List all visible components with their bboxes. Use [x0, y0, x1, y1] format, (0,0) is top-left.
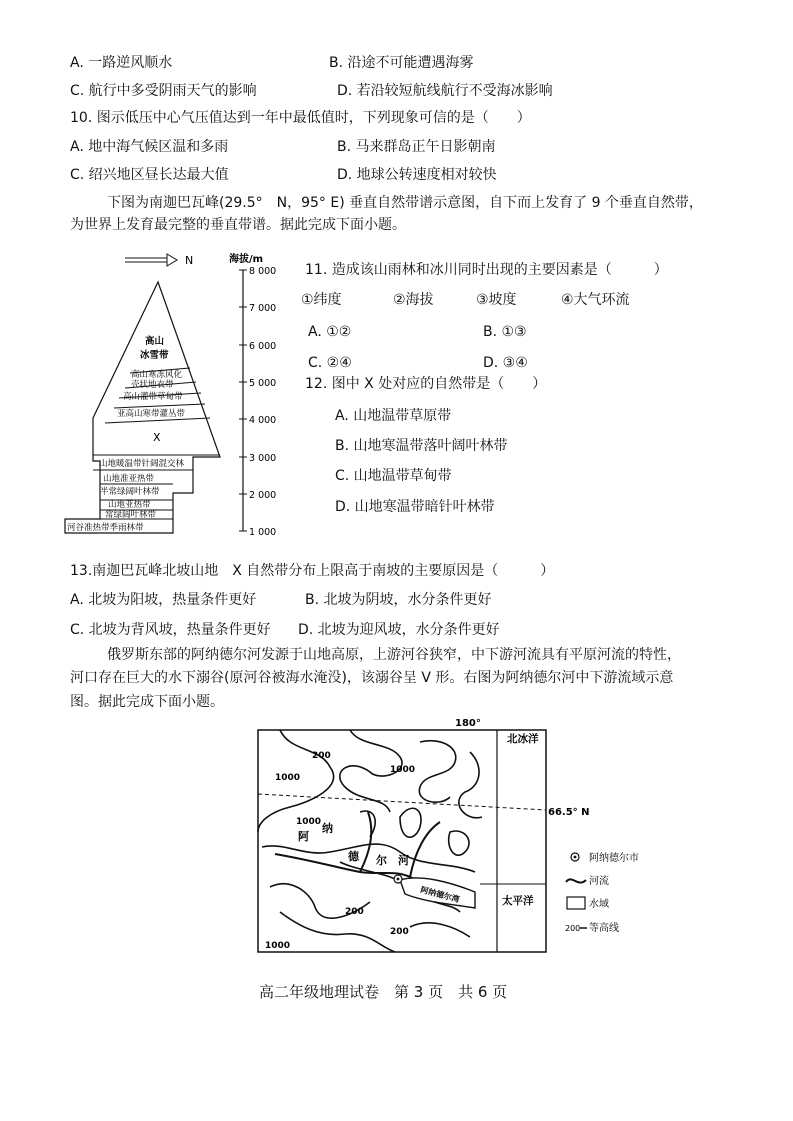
zone-label: 半常绿阔叶林带: [100, 487, 160, 497]
q12-stem: 12. 图中 X 处对应的自然带是（ ）: [305, 376, 547, 392]
bay-label: 阿纳德尔湾: [419, 885, 461, 905]
river-name-char: 德: [348, 850, 359, 863]
q12-option-a: A. 山地温带草原带: [335, 408, 452, 424]
river-name-char: 纳: [322, 822, 333, 835]
q10-option-d: D. 地球公转速度相对较快: [337, 167, 497, 183]
intro2-line3: 图。据此完成下面小题。: [70, 694, 224, 710]
q9-option-b: B. 沿途不可能遭遇海雾: [329, 55, 474, 71]
q9-option-a: A. 一路逆风顺水: [70, 55, 173, 71]
zone-label: 高山灌带草甸带: [123, 392, 183, 402]
legend-river-icon: [566, 879, 586, 882]
q10-option-a: A. 地中海气候区温和多雨: [70, 139, 229, 155]
tick-label: 7 000: [249, 303, 277, 314]
anadyr-river-map: [250, 712, 670, 957]
contour-label: 200: [390, 927, 409, 937]
zone-label: 山地暖温带针阔混交林: [99, 459, 185, 469]
zone-label: 河谷准热带季雨林带: [67, 523, 144, 533]
tick-label: 5 000: [249, 378, 277, 389]
zone-label: 高山寒冻风化: [131, 370, 183, 380]
contour-label: 1000: [296, 817, 322, 827]
q13-option-a: A. 北坡为阳坡，热量条件更好: [70, 592, 257, 608]
arctic-ocean-label: 北冰洋: [507, 733, 539, 745]
zone-label: 亚高山寒带灌丛带: [117, 409, 186, 419]
q10-option-b: B. 马来群岛正午日影朝南: [337, 139, 496, 155]
q13-option-d: D. 北坡为迎风坡，水分条件更好: [298, 622, 500, 638]
q11-factor: ④大气环流: [561, 292, 630, 308]
longitude-label: 180°: [455, 718, 481, 729]
legend-river-label: 河流: [589, 876, 609, 887]
q13-stem: 13.南迦巴瓦峰北坡山地 X 自然带分布上限高于南坡的主要原因是（ ）: [70, 563, 555, 579]
tick-label: 2 000: [249, 490, 277, 501]
legend-city-label: 阿纳德尔市: [589, 853, 639, 864]
q10-stem: 10. 图示低压中心气压值达到一年中最低值时，下列现象可信的是（ ）: [70, 110, 531, 126]
north-label: N: [185, 254, 194, 267]
q10-option-c: C. 绍兴地区昼长达最大值: [70, 167, 229, 183]
zone-label: 高山: [145, 336, 165, 347]
contour-label: 200: [312, 751, 331, 761]
q11-factor: ②海拔: [393, 292, 434, 308]
river-name-char: 尔: [376, 854, 387, 867]
zone-label: 山地亚热带: [108, 500, 151, 510]
zone-x-label: X: [153, 431, 161, 444]
contour-label: 1000: [390, 765, 416, 775]
q13-option-b: B. 北坡为阴坡，水分条件更好: [305, 592, 492, 608]
intro2-line1: 俄罗斯东部的阿纳德尔河发源于山地高原，上游河谷狭窄，中下游河流具有平原河流的特性，: [107, 647, 681, 663]
q9-option-d: D. 若沿较短航线航行不受海冰影响: [337, 83, 553, 99]
legend-contour-label: 等高线: [589, 923, 619, 934]
page-footer: 高二年级地理试卷 第 3 页 共 6 页: [259, 983, 508, 1001]
tick-label: 6 000: [249, 341, 277, 352]
latitude-label: 66.5° N: [548, 807, 590, 818]
tick-label: 1 000: [249, 527, 277, 538]
map-legend: [565, 851, 639, 934]
q11-option-b: B. ①③: [483, 324, 527, 340]
intro2-line2: 河口存在巨大的水下溺谷(原河谷被海水淹没)，该溺谷呈 V 形。右图为阿纳德尔河中下游流域示意: [70, 670, 674, 686]
north-arrow-icon: [125, 254, 177, 266]
river-name-char: 阿: [298, 830, 309, 843]
altitude-axis-title: 海拔/m: [229, 254, 264, 265]
tick-label: 8 000: [249, 266, 277, 277]
q9-option-c: C. 航行中多受阴雨天气的影响: [70, 83, 257, 99]
q13-option-c: C. 北坡为背风坡，热量条件更好: [70, 622, 271, 638]
q12-option-c: C. 山地温带草甸带: [335, 468, 452, 484]
vertical-zone-figure: [55, 248, 295, 543]
q12-option-d: D. 山地寒温带暗针叶林带: [335, 499, 495, 515]
q11-factor: ①纬度: [301, 292, 342, 308]
tick-label: 4 000: [249, 415, 277, 426]
legend-water-label: 水域: [589, 899, 609, 910]
zone-label: 冰雪带: [140, 350, 169, 361]
legend-city-icon-dot: [574, 856, 577, 859]
tick-label: 3 000: [249, 453, 277, 464]
zone-label: 山地准亚热带: [103, 474, 155, 484]
contour-label: 1000: [265, 941, 291, 951]
city-icon-dot: [397, 878, 400, 881]
legend-water-icon: [567, 897, 585, 909]
intro1-line2: 为世界上发育最完整的垂直带谱。据此完成下面小题。: [70, 217, 406, 233]
q11-factor: ③坡度: [476, 292, 517, 308]
legend-contour-icon: 200: [565, 924, 581, 933]
contour-label: 200: [345, 907, 364, 917]
zone-label: 壳状地衣带: [131, 380, 174, 390]
intro1-line1: 下图为南迦巴瓦峰(29.5° N，95° E) 垂直自然带谱示意图，自下而上发育了 9 个垂直自然带，: [107, 195, 703, 211]
q11-option-c: C. ②④: [308, 355, 352, 371]
contour-label: 1000: [275, 773, 301, 783]
q11-stem: 11. 造成该山雨林和冰川同时出现的主要因素是（ ）: [305, 262, 668, 278]
q11-option-a: A. ①②: [308, 324, 352, 340]
altitude-axis: [239, 270, 247, 531]
q12-option-b: B. 山地寒温带落叶阔叶林带: [335, 438, 508, 454]
q11-option-d: D. ③④: [483, 355, 528, 371]
pacific-ocean-label: 太平洋: [502, 895, 534, 907]
river-name-char: 河: [398, 854, 409, 867]
zone-label: 常绿阔叶林带: [105, 510, 157, 520]
